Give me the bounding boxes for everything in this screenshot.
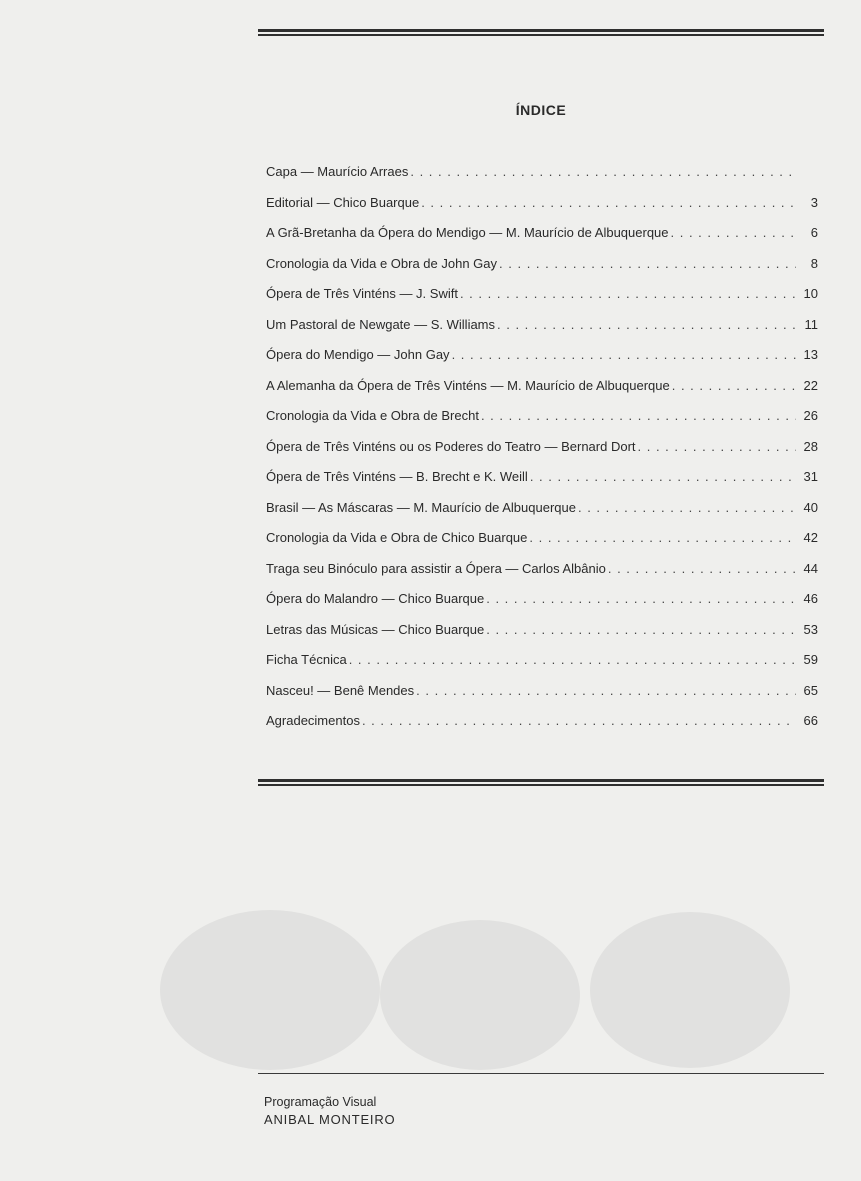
toc-entry-title: Nasceu! — Benê Mendes: [266, 682, 415, 698]
toc-entry-title: Cronologia da Vida e Obra de Brecht: [266, 408, 479, 423]
show-through-shape: [150, 900, 800, 1080]
bottom-double-rule: [258, 779, 824, 782]
dot-leader: [460, 286, 796, 301]
dot-leader: [486, 622, 796, 637]
toc-entry: [266, 530, 818, 561]
dot-leader: [578, 500, 796, 515]
toc-entry: [266, 469, 818, 500]
toc-entry-title: Brasil — As Máscaras — M. Maurício de Albuquerque: [266, 499, 576, 515]
toc-entry-page: 6: [810, 225, 818, 240]
toc-entry-title: Ópera de Três Vinténs — J. Swift: [266, 286, 458, 301]
credits-rule: [258, 1073, 824, 1074]
toc-entry-page: 40: [803, 499, 818, 515]
credits-name: ANIBAL MONTEIRO: [264, 1112, 396, 1127]
toc-entry: [266, 256, 818, 287]
toc-entry-title: A Grã-Bretanha da Ópera do Mendigo — M. Maurício de Albuquerque: [266, 225, 669, 240]
toc-entry-page: 11: [804, 316, 818, 332]
toc-entry-page: 53: [803, 621, 818, 637]
dot-leader: [671, 225, 796, 240]
dot-leader: [362, 713, 796, 728]
toc-entry: [266, 164, 818, 195]
toc-entry: [266, 378, 818, 409]
toc-entry-title: Agradecimentos: [266, 713, 360, 728]
toc-entry-page: 26: [803, 408, 818, 423]
toc-entry: [266, 286, 818, 317]
toc-entry-title: Traga seu Binóculo para assistir a Ópera — Carlos Albânio: [266, 560, 606, 576]
dot-leader: [638, 439, 796, 454]
dot-leader: [486, 591, 796, 606]
toc-entry-page: 28: [803, 438, 818, 454]
credits-block: [264, 1094, 395, 1128]
toc-entry-title: Editorial — Chico Buarque: [266, 194, 420, 210]
dot-leader: [481, 408, 796, 423]
toc-entry-page: 65: [803, 682, 818, 698]
toc-entry: [266, 195, 818, 226]
toc-entry-page: 59: [803, 652, 818, 667]
toc-entry: [266, 408, 818, 439]
toc-entry-title: Ópera do Mendigo — John Gay: [266, 347, 450, 362]
toc-entry-page: 8: [810, 255, 818, 271]
toc-entry: [266, 622, 818, 653]
dot-leader: [421, 195, 796, 210]
toc-entry: [266, 683, 818, 714]
dot-leader: [672, 378, 796, 393]
toc-entry-page: 13: [803, 347, 818, 362]
toc-entry-title: Cronologia da Vida e Obra de John Gay: [266, 255, 498, 271]
toc-entry: [266, 561, 818, 592]
toc-entry-page: 42: [803, 530, 818, 545]
dot-leader: [608, 561, 796, 576]
dot-leader: [497, 317, 796, 332]
top-double-rule: [258, 29, 824, 32]
toc-entry-title: Ficha Técnica: [266, 652, 347, 667]
toc-entry-page: 22: [803, 377, 818, 393]
toc-entry-page: 46: [803, 591, 818, 606]
toc-entry: [266, 500, 818, 531]
dot-leader: [530, 469, 796, 484]
toc-entry-page: 66: [803, 713, 818, 728]
toc-entry: [266, 225, 818, 256]
toc-entry-page: 31: [803, 469, 818, 484]
toc-entry-title: Capa — Maurício Arraes: [266, 164, 409, 179]
table-of-contents: [266, 164, 818, 744]
toc-entry: [266, 713, 818, 744]
index-title: ÍNDICE: [515, 102, 567, 118]
toc-entry: [266, 439, 818, 470]
toc-entry: [266, 591, 818, 622]
toc-entry-page: 44: [803, 560, 818, 576]
toc-entry: [266, 347, 818, 378]
toc-entry-page: 3: [810, 194, 818, 210]
dot-leader: [499, 256, 796, 271]
toc-entry-title: Ópera de Três Vinténs ou os Poderes do Teatro — Bernard Dort: [266, 438, 636, 454]
toc-entry-title: Cronologia da Vida e Obra de Chico Buarque: [266, 530, 528, 545]
dot-leader: [452, 347, 796, 362]
toc-entry: [266, 652, 818, 683]
toc-entry-title: Ópera do Malandro — Chico Buarque: [266, 591, 485, 606]
toc-entry-title: Letras das Músicas — Chico Buarque: [266, 621, 485, 637]
toc-entry-title: Ópera de Três Vinténs — B. Brecht e K. Weill: [266, 469, 528, 484]
dot-leader: [416, 683, 796, 698]
toc-entry-title: Um Pastoral de Newgate — S. Williams: [266, 316, 496, 332]
dot-leader: [410, 164, 796, 179]
toc-entry-page: 10: [803, 286, 818, 301]
toc-entry: [266, 317, 818, 348]
dot-leader: [529, 530, 796, 545]
toc-entry-title: A Alemanha da Ópera de Três Vinténs — M. Maurício de Albuquerque: [266, 377, 670, 393]
dot-leader: [349, 652, 796, 667]
credits-role: Programação Visual: [264, 1095, 377, 1109]
